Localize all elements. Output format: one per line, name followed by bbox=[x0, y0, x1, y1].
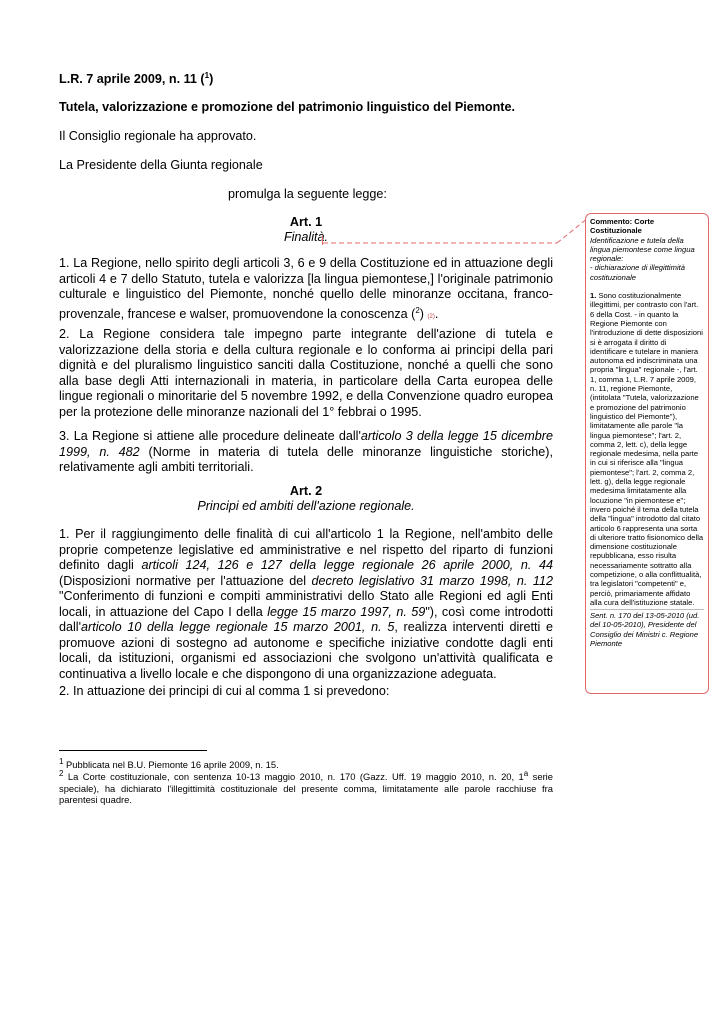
art2-subtitle: Principi ed ambiti dell'azione regionale. bbox=[197, 499, 415, 513]
comment-subtitle: Identificazione e tutela della lingua piemontese come lingua regionale: bbox=[590, 235, 695, 264]
comment-connector bbox=[322, 214, 592, 246]
art1-paragraph-1: 1. La Regione, nello spirito degli articoli 3, 6 e 9 della Costituzione ed in attuazione degli articoli 4 e 7 dello Statuto, tutela e valorizza [la lingua piemontese,] l'originale patrimonio culturale e linguistico del Piemonte, nonché quello delle minoranze occitana, franco-provenzale, francese e walser, promuovendone la conoscenza ($^2$) (2). bbox=[59, 256, 553, 321]
art2-heading: Art. 2 bbox=[289, 484, 323, 498]
margin-comment[interactable] bbox=[585, 213, 709, 694]
comment-source: Sent. n. 170 del 13-05-2010 (ud. del 10-05-2010), Presidente del Consiglio dei Ministri c. Regione Piemonte bbox=[590, 609, 704, 648]
art1-paragraph-3: 3. La Regione si attiene alle procedure delineate dall'articolo 3 della legge 15 dicembre 1999, n. 482 (Norme in materia di tutela delle minoranze linguistiche storiche), relativamente agli ambiti territoriali. bbox=[59, 429, 553, 474]
footnote-2: $^2$ La Corte costituzionale, con sentenza 10-13 maggio 2010, n. 170 (Gazz. Uff. 19 maggio 2010, n. 20, 1$^a$ serie speciale), ha dichiarato l'illegittimità costituzionale del presente comma, limitatamente alle parole racchiuse fra parentesi quadre. bbox=[59, 769, 553, 806]
footnote-separator bbox=[59, 750, 207, 751]
law-reference: L.R. 7 aprile 2009, n. 11 ($^1$) bbox=[59, 71, 214, 87]
law-title: Tutela, valorizzazione e promozione del patrimonio linguistico del Piemonte. bbox=[59, 100, 516, 114]
art2-paragraph-1: 1. Per il raggiungimento delle finalità di cui all'articolo 1 la Regione, nell'ambito delle proprie competenze legislative ed amministrative e nel rispetto del riparto di funzioni definito dagli articoli 124, 126 e 127 della legge regionale 26 aprile 2000, n. 44 (Disposizioni normative per l'attuazione del decreto legislativo 31 marzo 1998, n. 112 "Conferimento di funzioni e compiti amministrativi dello Stato alle Regioni ed agli Enti locali, in attuazione del Capo I della legge 15 marzo 1997, n. 59"), così come introdotti dall'articolo 10 della legge regionale 15 marzo 2001, n. 5, realizza interventi diretti e promuove azioni di sostegno ad autonome e specifiche iniziative condotte dagli enti locali, da istituzioni, organismi ed associazioni che svolgono un'attività qualificata e continuativa a livello locale e che dispongono di una organizzazione adeguata. bbox=[59, 527, 554, 681]
art2-paragraph-2: 2. In attuazione dei principi di cui al comma 1 si prevedono: bbox=[59, 684, 390, 698]
promulgation-line: promulga la seguente legge: bbox=[228, 187, 387, 201]
comment-subtitle-2: - dichiarazione di illegittimità costituzionale bbox=[590, 263, 685, 282]
comment-title: Commento: Corte Costituzionale bbox=[590, 217, 655, 236]
art1-subtitle: Finalità. bbox=[283, 230, 329, 244]
art1-paragraph-2: 2. La Regione considera tale impegno parte integrante dell'azione di tutela e valorizzazione della storia e della cultura regionale e lo conforma ai principi della pari dignità e del pluralismo linguistico sanciti dalla Costituzione, nonché a quelli che sono alla base degli Atti internazionali in materia, in particolare della Carta europea delle lingue regionali o minoritarie del 5 novembre 1992, e della Convenzione quadro europea per la protezione delle minoranze nazionali del 1° febbrai o 1995. bbox=[59, 327, 553, 419]
footnote-1: $^1$ Pubblicata nel B.U. Piemonte 16 aprile 2009, n. 15. bbox=[59, 757, 279, 771]
art1-heading: Art. 1 bbox=[289, 215, 323, 229]
comment-body: 1. Sono costituzionalmente illegittimi, per contrasto con l'art. 6 della Cost. - in quanto la Regione Piemonte con l'introduzione di dette disposizioni si è arrogata il diritto di identificare e tutelare in maniera autonoma ed indiscriminata una propria "lingua" regionale -, l'art. 1, comma 1, L.R. 7 aprile 2009, n. 11, regione Piemonte, (intitolata "Tutela, valorizzazione e promozione del patrimonio linguistico del Piemonte"), limitatamente alle parole "la lingua piemontese"; l'art. 2, comma 2, lett. c), della legge regionale medesima, nella parte in cui si riferisce alla "lingua piemontese"; l'art. 2, comma 2, lett. g), della legge regionale medesima limitatamente alla locuzione "in piemontese e"; invero poiché il tema della tutela della "lingua" introdotto dal citato articolo 6 rappresenta una sorta di ulteriore tratto fisionomico della dimensione costituzionale repubblicana, esso risulta necessariamente sottratto alla competizione, o alla conflittualità, tra legislatori "competenti" e, perciò, primariamente affidato alla cura dell'istituzione statale. bbox=[590, 291, 704, 607]
footnote-ref-marker[interactable]: (2) bbox=[427, 313, 435, 320]
approval-line: Il Consiglio regionale ha approvato. bbox=[59, 129, 257, 143]
president-line: La Presidente della Giunta regionale bbox=[59, 158, 263, 172]
